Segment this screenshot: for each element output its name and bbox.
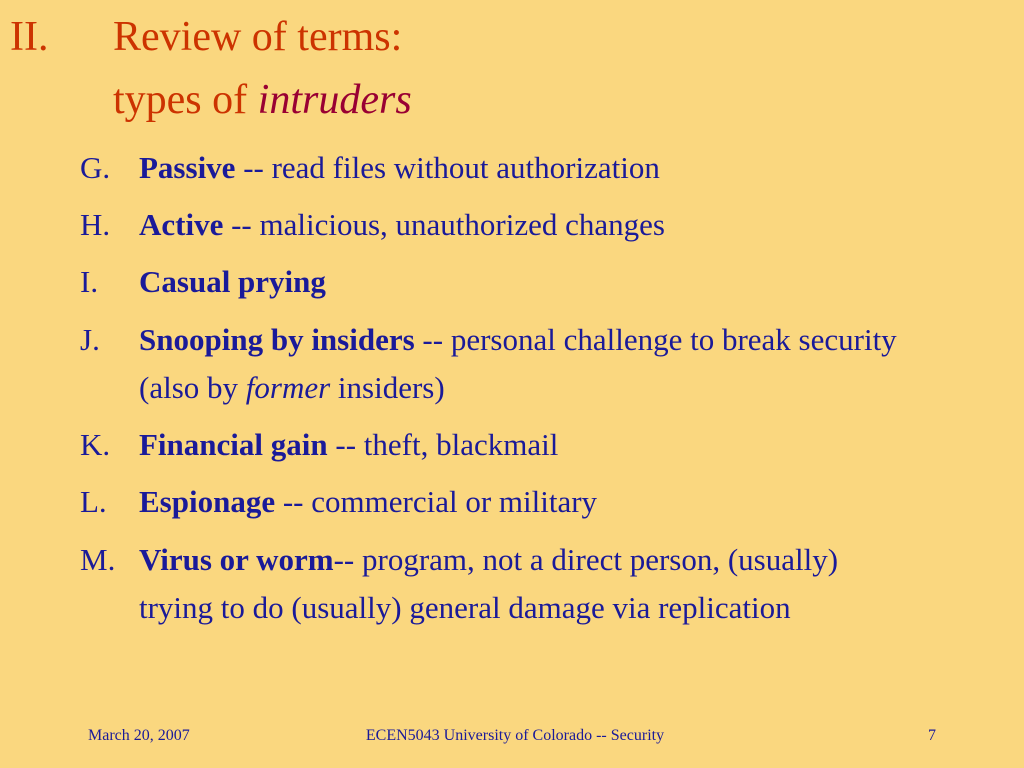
item-term: Snooping by insiders (139, 322, 415, 357)
item-text (139, 316, 929, 412)
item-term: Active (139, 207, 224, 242)
footer-date: March 20, 2007 (88, 727, 190, 744)
footer-course: ECEN5043 University of Colorado -- Security (365, 727, 665, 744)
title-line-1: Review of terms: (113, 14, 403, 60)
item-text (139, 258, 929, 306)
item-letter: H. (80, 207, 111, 242)
title-number: II. (10, 14, 49, 60)
item-description: -- read files without authorization (235, 150, 660, 185)
item-term: Passive (139, 150, 236, 185)
item-letter: J. (80, 322, 100, 357)
item-letter: K. (80, 427, 111, 462)
item-description: -- personal challenge to break security (also by (139, 322, 897, 405)
title-line-2 (113, 75, 412, 125)
item-italic-word: former (245, 370, 331, 405)
item-description: -- theft, blackmail (327, 427, 559, 462)
item-letter: I. (80, 264, 99, 299)
item-letter: G. (80, 150, 111, 185)
item-description: -- malicious, unauthorized changes (223, 207, 665, 242)
item-text (139, 536, 899, 632)
item-description-end: insiders) (330, 370, 445, 405)
item-text (139, 421, 929, 469)
item-text (139, 478, 929, 526)
footer-page-number: 7 (928, 727, 936, 744)
item-text (139, 144, 929, 192)
item-term: Espionage (139, 484, 276, 519)
item-description: -- commercial or military (275, 484, 598, 519)
item-term: Financial gain (139, 427, 328, 462)
item-letter: M. (80, 542, 116, 577)
item-letter: L. (80, 484, 107, 519)
item-term: Casual prying (139, 264, 326, 299)
item-term: Virus or worm (139, 542, 334, 577)
item-description: -- program, not a direct person, (usually) trying to do (usually) general damage via replication (139, 542, 839, 625)
item-text (139, 201, 929, 249)
title-emphasis: intruders (257, 77, 412, 123)
title-line-2-prefix: types of (113, 77, 258, 123)
